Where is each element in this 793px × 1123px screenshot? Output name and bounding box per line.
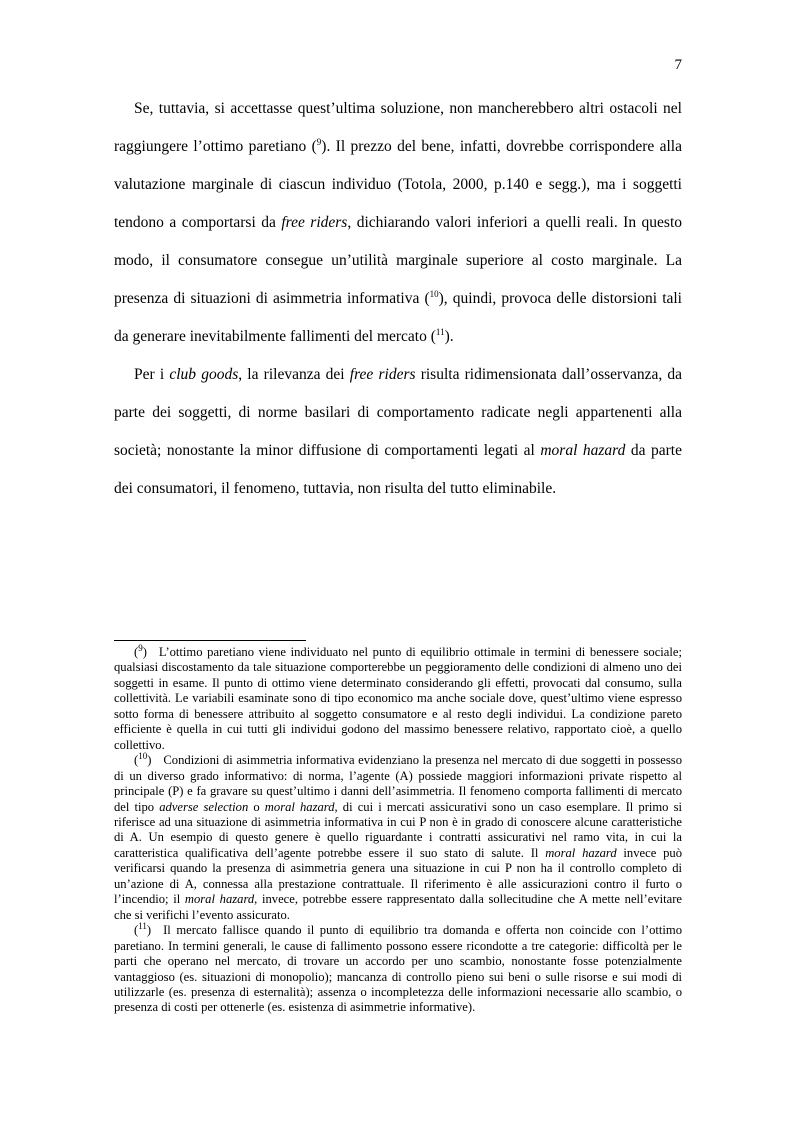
footnote-11: ($^{11}$) Il mercato fallisce quando il punto di equilibrio tra domanda e offerta non coincide con l’ottimo paretiano. In termini generali, le cause di fallimento possono essere ricondotte a tre categorie: difficoltà per le parti che operano nel mercato, di trovare un accordo per uno scambio, nonostante fosse potenzialmente vantaggioso (es. situazioni di monopolio); mancanza di controllo pieno sui beni o sulle risorse e sui modi di utilizzarle (es. presenza di esternalità); assenza o incompletezza delle informazioni necessarie allo scambio, o presenza di costi per ottenerle (es. esistenza di asimmetrie informative). <box>114 920 682 1015</box>
page-number: 7 <box>674 57 682 73</box>
body-text <box>114 90 682 508</box>
paragraph: Per i club goods, la rilevanza dei free riders risulta ridimensionata dall’osservanza, da parte dei soggetti, di norme basilari di comportamento radicate negli appartenenti alla società; nonostante la minor diffusione di comportamenti legati al moral hazard da parte dei consumatori, il fenomeno, tuttavia, non risulta del tutto eliminabile. <box>114 366 683 497</box>
footnote-ref-9[interactable]: 9 <box>316 136 322 147</box>
footnote-separator <box>114 640 306 641</box>
paragraph: Se, tuttavia, si accettasse quest’ultima soluzione, non mancherebbero altri ostacoli nel raggiungere l’ottimo paretiano ($^9$). Il prezzo del bene, infatti, dovrebbe corrispondere alla valutazione marginale di ciascun individuo (Totola, 2000, p.140 e segg.), ma i soggetti tendono a comportarsi da free riders, dichiarando valori inferiori a quelli reali. In questo modo, il consumatore consegue un’utilità marginale superiore al costo marginale. La presenza di situazioni di asimmetria informativa ($^{10}$), quindi, provoca delle distorsioni tali da generare inevitabilmente fallimenti del mercato ($^{11}$). <box>114 100 682 345</box>
footnote-ref-11[interactable]: 11 <box>435 326 445 337</box>
footnote-ref-10[interactable]: 10 <box>429 288 439 299</box>
footnote-10: ($^{10}$) Condizioni di asimmetria informativa evidenziano la presenza nel mercato di due soggetti in possesso di un diverso grado informativo: di norma, l’agente (A) possiede maggiori informazioni private rispetto al principale (P) e fa gravare su quest’ultimo i danni dell’asimmetria. Il fenomeno comporta fallimenti di mercato del tipo adverse selection o moral hazard, di cui i mercati assicurativi sono un caso esemplare. Il primo si riferisce ad una situazione di asimmetria informativa in cui P non è in grado di conoscere alcune caratteristiche di A. Un esempio di questo genere è quello riguardante i contratti assicurativi nel ramo vita, in cui la caratteristica qualificativa dell’agente potrebbe essere il suo stato di salute. Il moral hazard invece può verificarsi quando la presenza di asimmetria genera una situazione in cui P non ha il controllo completo di un’azione di A, connessa alla prestazione contrattuale. Il riferimento è alle assicurazioni contro il furto o l’incendio; il moral hazard, invece, potrebbe essere rappresentato dalla sollecitudine che A mette nell’evitare che si verifichi l’evento assicurato. <box>114 750 682 922</box>
footnote-9: ($^9$) L’ottimo paretiano viene individuato nel punto di equilibrio ottimale in termini di benessere sociale; qualsiasi discostamento da tale situazione comporterebbe un peggioramento delle condizioni di almeno uno dei soggetti in esame. Il punto di ottimo viene determinato considerando gli effetti, provocati dal consumo, sulla collettività. Le variabili esaminate sono di tipo economico ma anche sociale dove, quest’ultimo viene espresso sotto forma di benessere attribuito al soggetto consumatore e al resto degli individui. La condizione pareto efficiente è quella in cui tutti gli individui godono del massimo benessere relativo, rapportato cioè, a quello collettivo. <box>114 642 682 752</box>
footnotes <box>114 642 682 1016</box>
